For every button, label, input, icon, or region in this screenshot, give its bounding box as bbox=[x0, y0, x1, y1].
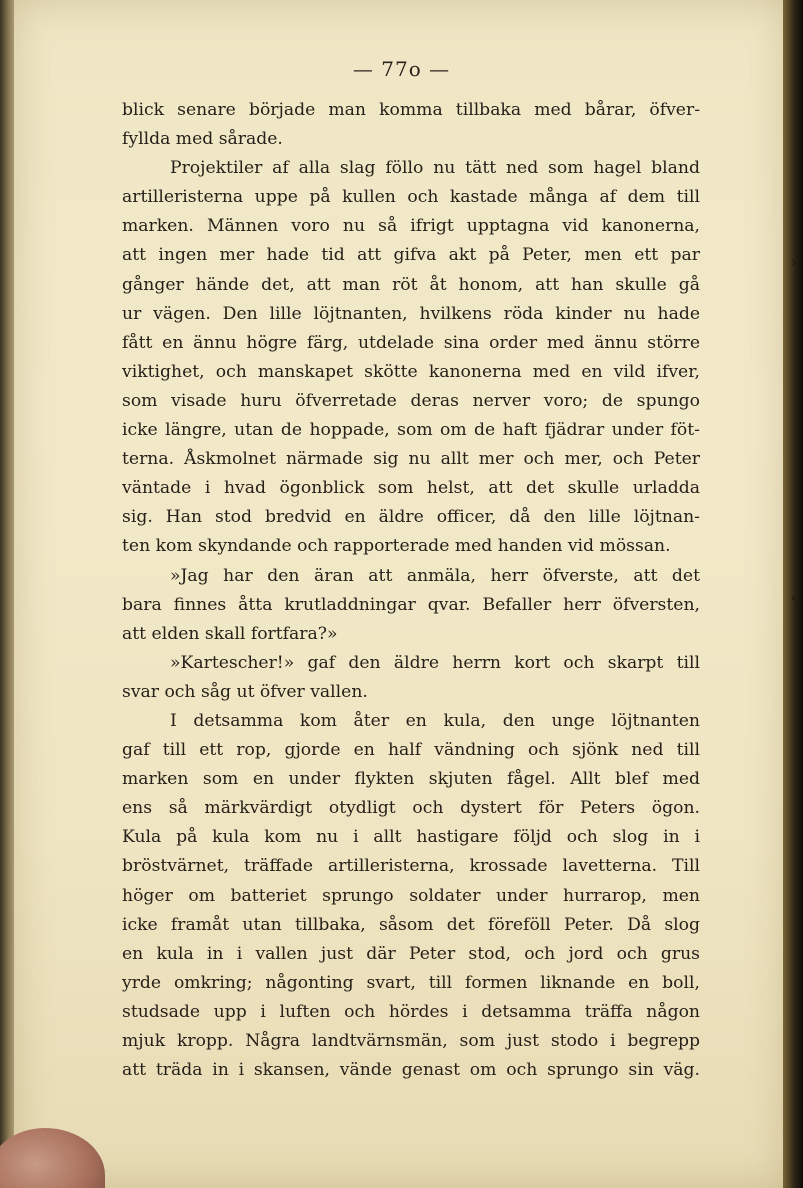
text-line: bara finnes åtta krutladdningar qvar. Befaller herr öfversten, bbox=[122, 594, 700, 615]
text-line: marken. Männen voro nu så ifrigt upptagna vid kanonerna, bbox=[122, 216, 700, 237]
text-line: Projektiler af alla slag föllo nu tätt ned som hagel bland bbox=[170, 158, 700, 179]
text-line: terna. Åskmolnet närmade sig nu allt mer och mer, och Peter bbox=[122, 449, 700, 470]
text-line: sig. Han stod bredvid en äldre officer, då den lille löjtnan- bbox=[122, 507, 700, 528]
text-line: att ingen mer hade tid att gifva akt på Peter, men ett par bbox=[122, 245, 700, 266]
text-line: studsade upp i luften och hördes i detsamma träffa någon bbox=[122, 1001, 700, 1022]
text-line: gånger hände det, att man röt åt honom, att han skulle gå bbox=[122, 274, 700, 295]
text-line: bröstvärnet, träffade artilleristerna, krossade lavetterna. Till bbox=[122, 856, 700, 877]
text-line: en kula in i vallen just där Peter stod, och jord och grus bbox=[122, 943, 700, 964]
page-number: — 77o — bbox=[352, 57, 451, 81]
text-line: artilleristerna uppe på kullen och kastade många af dem till bbox=[122, 187, 700, 208]
text-line: marken som en under flykten skjuten fågel. Allt blef med bbox=[122, 769, 700, 790]
text-line: »Kartescher!» gaf den äldre herrn kort och skarpt till bbox=[170, 652, 700, 673]
margin-mark-left-arrow: ‹ bbox=[790, 588, 797, 607]
text-line: mjuk kropp. Några landtvärnsmän, som just stodo i begrepp bbox=[122, 1031, 700, 1051]
text-line: »Jag har den äran att anmäla, herr öfverste, att det bbox=[170, 565, 700, 586]
text-line: väntade i hvad ögonblick som helst, att det skulle urladda bbox=[122, 478, 700, 499]
text-line: ur vägen. Den lille löjtnanten, hvilkens röda kinder nu hade bbox=[122, 303, 700, 324]
text-line: icke längre, utan de hoppade, som om de haft fjädrar under föt- bbox=[122, 420, 700, 441]
text-line: blick senare började man komma tillbaka med bårar, öfver- bbox=[122, 100, 700, 120]
body-text bbox=[122, 96, 700, 1085]
text-line: viktighet, och manskapet skötte kanonerna med en vild ifver, bbox=[122, 361, 700, 382]
text-line: som visade huru öfverretade deras nerver voro; de spungo bbox=[122, 390, 700, 411]
text-line: fyllda med sårade. bbox=[122, 129, 283, 150]
text-line: gaf till ett rop, gjorde en half vändning och sjönk ned till bbox=[122, 740, 700, 761]
text-line: ten kom skyndande och rapporterade med handen vid mössan. bbox=[122, 536, 671, 557]
text-line: Kula på kula kom nu i allt hastigare följd och slog in i bbox=[122, 827, 700, 848]
text-line: ens så märkvärdigt otydligt och dystert för Peters ögon. bbox=[122, 798, 700, 819]
text-line: höger om batteriet sprungo soldater under hurrarop, men bbox=[122, 885, 700, 906]
text-line: svar och såg ut öfver vallen. bbox=[122, 681, 368, 702]
margin-mark-right-arrow: › bbox=[790, 252, 797, 271]
text-line: att träda in i skansen, vände genast om och sprungo sin väg. bbox=[122, 1060, 700, 1081]
text-line: yrde omkring; någonting svart, till formen liknande en boll, bbox=[122, 972, 700, 993]
text-line: I detsamma kom åter en kula, den unge löjtnanten bbox=[170, 710, 700, 731]
text-line: icke framåt utan tillbaka, såsom det föreföll Peter. Då slog bbox=[122, 914, 700, 935]
text-line: att elden skall fortfara?» bbox=[122, 623, 338, 644]
text-line: fått en ännu högre färg, utdelade sina order med ännu större bbox=[122, 332, 700, 353]
